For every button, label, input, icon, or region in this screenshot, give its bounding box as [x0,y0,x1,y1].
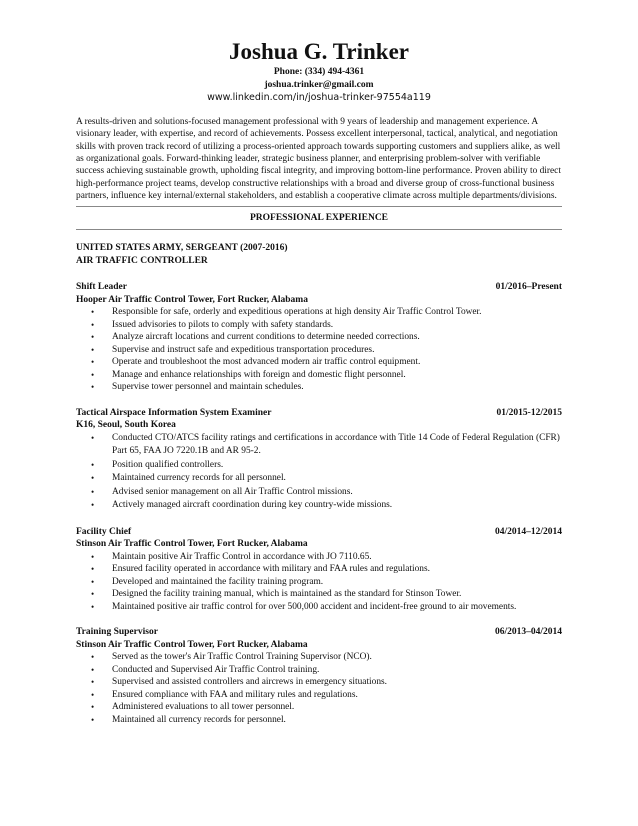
job-dates: 04/2014–12/2014 [494,526,562,537]
candidate-name: Joshua G. Trinker [229,39,409,64]
job-bullet: • Ensured compliance with FAA and military rules and regulations. [91,689,358,700]
job-bullet: • Supervise tower personnel and maintain schedules. [91,382,304,393]
employer-name: UNITED STATES ARMY, SERGEANT (2007-2016) [76,243,288,254]
resume-header [76,38,562,105]
job-title: Shift Leader [76,282,127,293]
job-bullet: • Maintained all currency records for personnel. [91,714,286,725]
job-bullet: • Responsible for safe, orderly and expeditious operations at high density Air Traffic Control Tower. [91,307,482,318]
job-dates: 01/2016–Present [495,282,562,293]
job-header [76,407,562,420]
bullet-icon: • [91,714,95,725]
bullet-icon: • [91,677,95,688]
job-entry [76,281,562,394]
bullet-icon: • [91,664,95,675]
bullet-icon: • [91,564,95,575]
job-bullet: • Maintained positive air traffic control for over 500,000 accident and incident-free ground to air movements. [91,601,517,612]
section-divider-bottom [76,229,562,230]
job-header [76,281,562,294]
bullet-icon: • [91,344,95,355]
job-bullet: • Supervised and assisted controllers and aircrews in emergency situations. [91,677,388,688]
job-bullet: • Advised senior management on all Air Traffic Control missions. [76,486,562,500]
professional-summary: A results-driven and solutions-focused management professional with 9 years of leadership and management experience. A visionary leader, with expertise, and record of achievements. Possess excellent interpersonal, tactical, analytical, and negotiation skills with proven track record of utilizing a process-oriented approach towards supporting customers and suppliers alike, as well as organizational goals. Forward-thinking leader, strategic business planner, and enterprising problem-solver with verifiable success achieving sustainable growth, upholding fiscal integrity, and improving bottom-line performance. Proven ability to direct high-performance project teams, develop constructive relationships with a broad and diverse group of cross-functional business partners, influence key internal/external stakeholders, and establish a cooperative climate across multiple departments/divisions. [76,117,561,202]
bullet-icon: • [91,382,95,393]
job-header [76,526,562,539]
job-bullet: • Actively managed aircraft coordination during key country-wide missions. [76,499,562,513]
bullet-icon: • [91,589,95,600]
bullet-icon: • [91,473,95,484]
job-dates: 01/2015-12/2015 [496,407,562,418]
bullet-icon: • [91,576,95,587]
section-heading: PROFESSIONAL EXPERIENCE [249,213,389,224]
job-bullet: • Issued advisories to pilots to comply with safety standards. [91,319,334,330]
job-bullet: • Analyze aircraft locations and current conditions to determine needed corrections. [91,332,420,343]
bullet-icon: • [91,689,95,700]
employer-role: AIR TRAFFIC CONTROLLER [76,255,208,266]
job-bullet: • Served as the tower's Air Traffic Control Training Supervisor (NCO). [91,652,372,663]
job-bullet: • Manage and enhance relationships with foreign and domestic flight personnel. [91,369,406,380]
job-bullet: • Administered evaluations to all tower personnel. [91,702,295,713]
job-title: Tactical Airspace Information System Examiner [76,407,272,418]
job-bullet-list [76,651,562,726]
job-bullet: • Operate and troubleshoot the most advanced modern air traffic control equipment. [91,357,421,368]
job-dates: 06/2013–04/2014 [494,627,562,638]
job-title: Training Supervisor [76,627,158,638]
bullet-icon: • [91,357,95,368]
bullet-icon: • [91,432,95,443]
job-location: Hooper Air Traffic Control Tower, Fort Rucker, Alabama [76,294,308,305]
bullet-icon: • [91,307,95,318]
job-bullet: • Conducted and Supervised Air Traffic Control training. [91,664,320,675]
email-address: joshua.trinker@gmail.com [264,79,374,90]
job-bullet: • Position qualified controllers. [76,459,562,473]
job-bullet: • Maintained currency records for all personnel. [76,472,562,486]
job-bullet: • Maintain positive Air Traffic Control in accordance with JO 7110.65. [91,551,372,562]
job-location: Stinson Air Traffic Control Tower, Fort Rucker, Alabama [76,639,308,650]
job-bullet: • Designed the facility training manual, which is maintained as the standard for Stinson Tower. [91,589,462,600]
bullet-icon: • [91,601,95,612]
employer-block [76,242,562,267]
job-bullet-list [76,306,562,394]
job-bullet-list [76,432,562,513]
bullet-icon: • [91,319,95,330]
bullet-icon: • [91,486,95,497]
bullet-icon: • [91,702,95,713]
bullet-icon: • [91,500,95,511]
bullet-icon: • [91,459,95,470]
job-bullet: • Supervise and instruct safe and expeditious transportation procedures. [91,344,375,355]
job-entry [76,626,562,726]
bullet-icon: • [91,652,95,663]
linkedin-url: www.linkedin.com/in/joshua-trinker-97554a119 [207,92,431,103]
job-entry [76,407,562,513]
job-bullet: • Developed and maintained the facility training program. [91,576,324,587]
job-location: Stinson Air Traffic Control Tower, Fort Rucker, Alabama [76,539,308,550]
job-location: K16, Seoul, South Korea [76,420,176,431]
bullet-icon: • [91,332,95,343]
resume-page [76,38,562,726]
phone-number: Phone: (334) 494-4361 [273,67,365,77]
job-bullet: • Conducted CTO/ATCS facility ratings and certifications in accordance with Title 14 Code of Federal Regulation (CFR) Part 65, FAA JO 7220.1B and AR 95-2. [91,432,560,457]
job-title: Facility Chief [76,526,132,537]
job-header [76,626,562,639]
bullet-icon: • [91,369,95,380]
job-bullet: • Ensured facility operated in accordance with military and FAA rules and regulations. [91,564,430,575]
job-bullet-list [76,551,562,614]
job-entry [76,526,562,614]
bullet-icon: • [91,551,95,562]
